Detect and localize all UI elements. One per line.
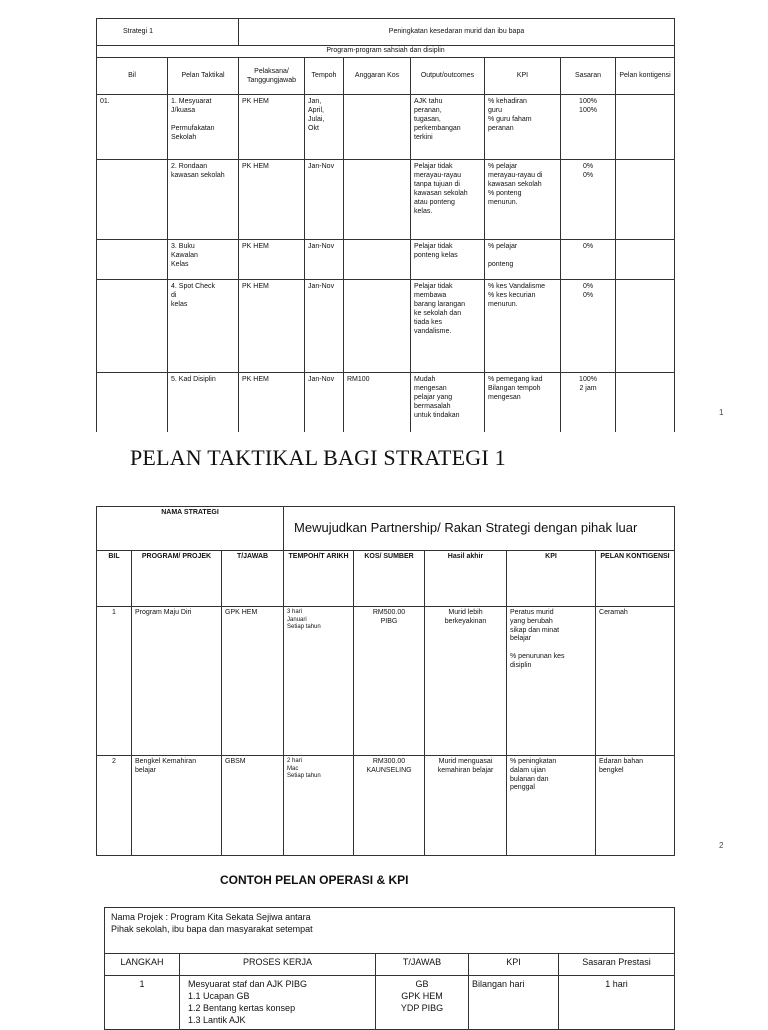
nama-projek-cell: Nama Projek : Program Kita Sekata Sejiwa antara Pihak sekolah, ibu bapa dan masyarakat setempat xyxy=(105,908,675,954)
nama-strategi-cell xyxy=(97,507,284,551)
bil-cell xyxy=(97,160,168,240)
sasaran-cell: 100% 2 jam xyxy=(561,373,616,433)
output-cell: Pelajar tidak ponteng kelas xyxy=(411,240,485,280)
sasaran-cell: 0% 0% xyxy=(561,160,616,240)
header-cell xyxy=(222,551,284,607)
strategy-title-cell xyxy=(239,19,675,46)
taktikal-cell: 5. Kad Disiplin xyxy=(168,373,239,433)
tempoh-cell: Jan, April, Julai, Okt xyxy=(305,95,344,160)
page-number-2: 2 xyxy=(719,841,724,850)
header-tempoh: TEMPOH/T ARIKH xyxy=(288,553,349,560)
header-cell xyxy=(168,58,239,95)
strategy-name-cell xyxy=(284,507,675,551)
header-cell xyxy=(485,58,561,95)
kontigensi-cell: Ceramah xyxy=(596,607,675,756)
program-heading-cell xyxy=(97,46,675,58)
table-row xyxy=(97,607,675,756)
bil-cell xyxy=(97,280,168,373)
tempoh-cell: 2 hari Mac Setiap tahun xyxy=(284,756,354,856)
pelaksana-cell: PK HEM xyxy=(239,95,305,160)
kpi-cell: % pemegang kad Bilangan tempoh mengesan xyxy=(485,373,561,433)
header-cell xyxy=(105,954,180,976)
kontigensi-cell xyxy=(616,373,675,433)
output-cell: AJK tahu peranan, tugasan, perkembangan terkini xyxy=(411,95,485,160)
operasi-table xyxy=(104,907,675,1030)
header-langkah: LANGKAH xyxy=(120,957,164,967)
header-cell xyxy=(305,58,344,95)
output-cell: Pelajar tidak membawa barang larangan ke sekolah dan tiada kes vandalisme. xyxy=(411,280,485,373)
hasil-cell: Murid menguasai kemahiran belajar xyxy=(425,756,507,856)
header-sasaran: Sasaran xyxy=(574,72,602,80)
kontigensi-cell xyxy=(616,160,675,240)
table-row xyxy=(105,976,675,1030)
header-tjawab: T/JAWAB xyxy=(402,957,442,967)
header-cell xyxy=(354,551,425,607)
header-kpi: KPI xyxy=(516,72,529,80)
bil-value: 01. xyxy=(100,98,110,105)
header-cell xyxy=(97,551,132,607)
bil-cell xyxy=(97,373,168,433)
kontigensi-cell xyxy=(616,95,675,160)
kos-cell xyxy=(344,95,411,160)
header-anggaran-kos: Anggaran Kos xyxy=(354,72,400,80)
program-cell: Program Maju Diri xyxy=(132,607,222,756)
page-title: PELAN TAKTIKAL BAGI STRATEGI 1 xyxy=(130,445,506,470)
sasaran-cell: 1 hari xyxy=(559,976,675,1030)
header-cell xyxy=(561,58,616,95)
sasaran-cell: 0% xyxy=(561,240,616,280)
header-kontigensi: PELAN KONTIGENSI xyxy=(600,553,670,560)
table-row xyxy=(97,160,675,240)
tactical-plan-table xyxy=(96,18,675,432)
kpi-cell: % pelajar ponteng xyxy=(485,240,561,280)
table-row xyxy=(97,240,675,280)
header-kontigensi: Pelan kontigensi xyxy=(619,72,671,80)
kpi-cell: Peratus murid yang berubah sikap dan minat belajar % penurunan kes disiplin xyxy=(507,607,596,756)
output-cell: Mudah mengesan pelajar yang bermasalah untuk tindakan xyxy=(411,373,485,433)
taktikal-cell: 4. Spot Check di kelas xyxy=(168,280,239,373)
strategy-label-cell xyxy=(97,19,239,46)
kos-cell: RM300.00 KAUNSELING xyxy=(354,756,425,856)
kontigensi-cell xyxy=(616,240,675,280)
langkah-cell: 1 xyxy=(105,976,180,1030)
strategy-label: Strategi 1 xyxy=(123,28,153,36)
kos-cell xyxy=(344,280,411,373)
header-cell xyxy=(97,58,168,95)
program-heading: Program-program sahsiah dan disiplin xyxy=(326,47,445,54)
kpi-cell: % pelajar merayau-rayau di kawasan sekolah % ponteng menurun. xyxy=(485,160,561,240)
header-kpi: KPI xyxy=(545,553,557,560)
sasaran-cell: 0% 0% xyxy=(561,280,616,373)
bil-cell: 2 xyxy=(97,756,132,856)
header-kos: KOS/ SUMBER xyxy=(364,553,414,560)
header-cell xyxy=(411,58,485,95)
header-bil: Bil xyxy=(128,72,136,80)
header-cell xyxy=(132,551,222,607)
taktikal-cell: 2. Rondaan kawasan sekolah xyxy=(168,160,239,240)
kos-cell: RM100 xyxy=(344,373,411,433)
header-hasil: Hasil akhir xyxy=(447,553,484,560)
kos-cell: RM500.00 PIBG xyxy=(354,607,425,756)
bil-cell: 1 xyxy=(97,607,132,756)
header-cell xyxy=(469,954,559,976)
header-pelan-taktikal: Pelan Taktikal xyxy=(181,72,225,80)
tempoh-cell: Jan-Nov xyxy=(305,240,344,280)
strategy-partnership-table xyxy=(96,506,675,856)
pelaksana-cell: PK HEM xyxy=(239,280,305,373)
tempoh-cell: Jan-Nov xyxy=(305,373,344,433)
taktikal-cell: 1. Mesyuarat J/kuasa Permufakatan Sekolah xyxy=(168,95,239,160)
strategy-title: Peningkatan kesedaran murid dan ibu bapa xyxy=(388,28,525,36)
bil-cell xyxy=(97,240,168,280)
header-cell xyxy=(425,551,507,607)
header-tempoh: Tempoh xyxy=(311,72,337,80)
header-cell xyxy=(616,58,675,95)
page-number-1: 1 xyxy=(719,408,724,417)
proses-cell: Mesyuarat staf dan AJK PIBG 1.1 Ucapan GB 1.2 Bentang kertas konsep 1.3 Lantik AJK xyxy=(180,976,376,1030)
tempoh-cell: Jan-Nov xyxy=(305,280,344,373)
header-cell xyxy=(596,551,675,607)
tjawab-cell: GB GPK HEM YDP PIBG xyxy=(376,976,469,1030)
program-cell: Bengkel Kemahiran belajar xyxy=(132,756,222,856)
tempoh-cell: Jan-Nov xyxy=(305,160,344,240)
header-cell xyxy=(507,551,596,607)
output-cell: Pelajar tidak merayau-rayau tanpa tujuan di kawasan sekolah atau ponteng kelas. xyxy=(411,160,485,240)
header-kpi: KPI xyxy=(506,957,521,967)
header-pelaksana: Pelaksana/ Tanggungjawab xyxy=(246,67,297,84)
tjawab-cell: GPK HEM xyxy=(222,607,284,756)
pelaksana-cell: PK HEM xyxy=(239,160,305,240)
kontigensi-cell: Edaran bahan bengkel xyxy=(596,756,675,856)
header-output: Output/outcomes xyxy=(420,72,475,80)
table-row xyxy=(97,373,675,433)
kpi-cell: % kes Vandalisme % kes kecurian menurun. xyxy=(485,280,561,373)
operasi-title: CONTOH PELAN OPERASI & KPI xyxy=(220,873,409,887)
kpi-cell: % peningkatan dalam ujian bulanan dan penggal xyxy=(507,756,596,856)
sasaran-cell: 100% 100% xyxy=(561,95,616,160)
header-cell xyxy=(344,58,411,95)
header-tjawab: T/JAWAB xyxy=(236,553,269,560)
kos-cell xyxy=(344,160,411,240)
header-proses: PROSES KERJA xyxy=(242,957,313,967)
strategy-name: Mewujudkan Partnership/ Rakan Strategi dengan pihak luar xyxy=(294,520,638,536)
kpi-cell: % kehadiran guru % guru faham peranan xyxy=(485,95,561,160)
header-cell xyxy=(239,58,305,95)
header-cell xyxy=(376,954,469,976)
kpi-cell: Bilangan hari xyxy=(469,976,559,1030)
table-row xyxy=(97,280,675,373)
header-sasaran: Sasaran Prestasi xyxy=(582,957,651,967)
taktikal-cell: 3. Buku Kawalan Kelas xyxy=(168,240,239,280)
kontigensi-cell xyxy=(616,280,675,373)
table-row xyxy=(97,95,675,160)
pelaksana-cell: PK HEM xyxy=(239,240,305,280)
tjawab-cell: GBSM xyxy=(222,756,284,856)
tempoh-cell: 3 hari Januari Setiap tahun xyxy=(284,607,354,756)
header-bil: BIL xyxy=(108,553,120,560)
hasil-cell: Murid lebih berkeyakinan xyxy=(425,607,507,756)
page-1-clip xyxy=(0,0,768,432)
table-row xyxy=(97,756,675,856)
pelaksana-cell: PK HEM xyxy=(239,373,305,433)
kos-cell xyxy=(344,240,411,280)
header-cell xyxy=(559,954,675,976)
bil-cell xyxy=(97,95,168,160)
header-cell xyxy=(284,551,354,607)
nama-strategi-label: NAMA STRATEGI xyxy=(161,509,219,516)
header-program: PROGRAM/ PROJEK xyxy=(141,553,212,560)
header-cell xyxy=(180,954,376,976)
